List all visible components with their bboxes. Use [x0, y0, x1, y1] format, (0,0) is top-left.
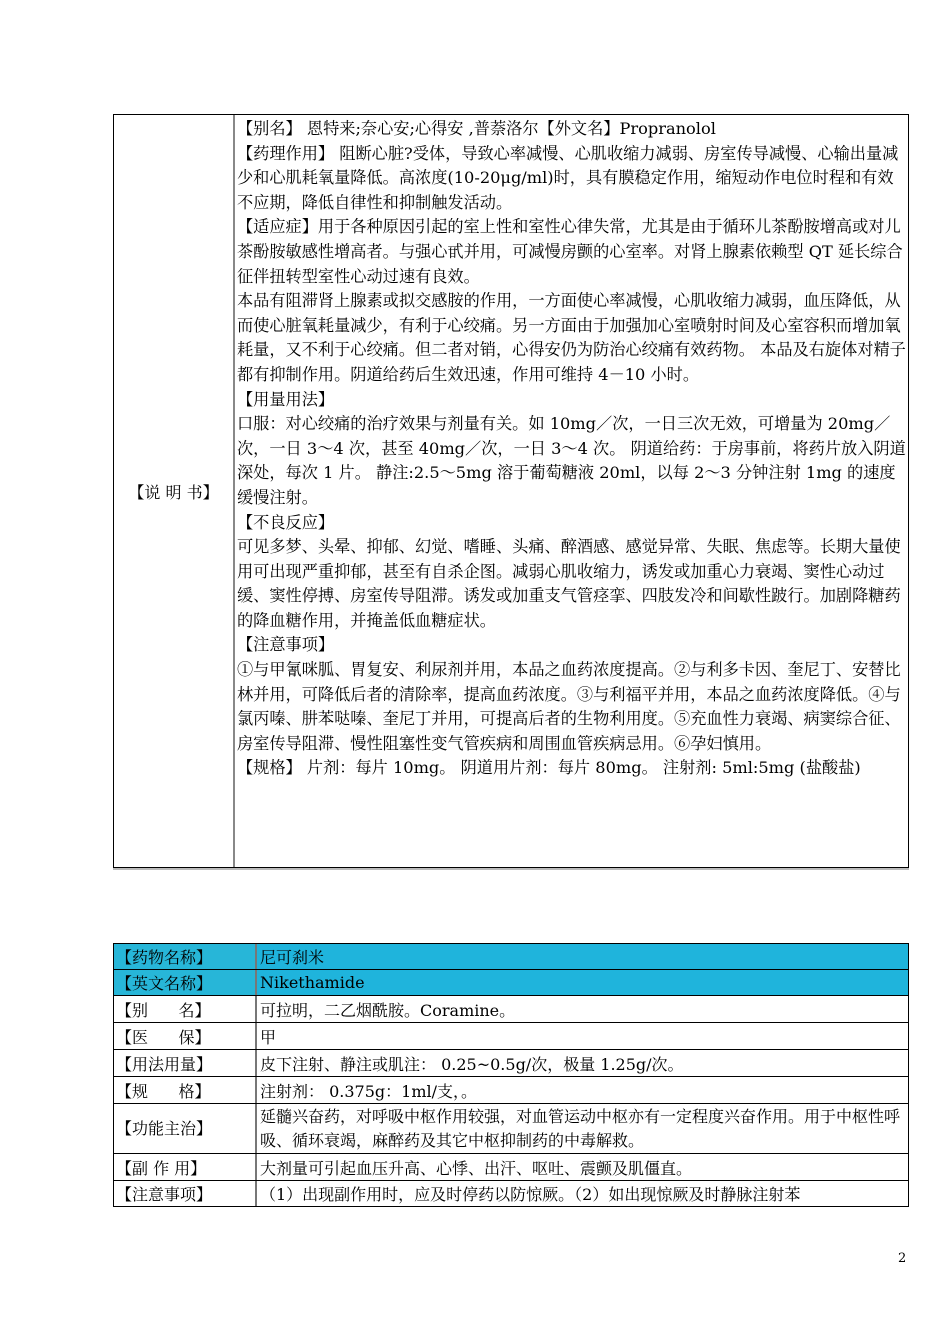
- para-indications: 【适应症】用于各种原因引起的室上性和室性心律失常，尤其是由于循环儿茶酚胺增高或对儿茶酚胺敏感性增高者。与强心甙并用，可减慢房颤的心室率。对肾上腺素依赖型 QT 延长综合征伴扭转型室性心动过速有良效。: [237, 217, 903, 286]
- para-precautions: ①与甲氰咪胍、胃复安、利尿剂并用，本品之血药浓度提高。②与利多卡因、奎尼丁、安替比林并用，可降低后者的清除率，提高血药浓度。③与利福平并用，本品之血药浓度降低。④与氯丙嗪、肼苯哒嗪、奎尼丁并用，可提高后者的生物利用度。⑤充血性力衰竭、病窦综合征、房室传导阻滞、慢性阻塞性变气管疾病和周围血管疾病忌用。⑥孕妇慎用。: [237, 660, 901, 753]
- row-key: 【注意事项】: [114, 1181, 257, 1206]
- row-key: 【功能主治】: [114, 1104, 257, 1153]
- row-key: 【副 作 用】: [114, 1154, 257, 1180]
- table-row: [114, 1154, 908, 1181]
- table-row: [114, 944, 908, 970]
- row-value: （1）出现副作用时，应及时停药以防惊厥。（2）如出现惊厥及时静脉注射苯: [260, 1185, 801, 1204]
- drug-table: [113, 943, 909, 1207]
- table-row: [114, 1181, 908, 1206]
- row-key: 【英文名称】: [114, 970, 257, 995]
- row-key: 【用法用量】: [114, 1050, 257, 1076]
- row-value: 甲: [260, 1027, 277, 1047]
- row-key: 【医 保】: [114, 1023, 257, 1049]
- instructions-label: 【说 明 书】: [114, 115, 235, 867]
- para-pharmacology: 【药理作用】 阻断心脏?受体，导致心率减慢、心肌收缩力减弱、房室传导减慢、心输出量减少和心肌耗氧量降低。高浓度(10-20μg/ml)时，具有膜稳定作用，缩短动作电位时程和有效不应期，降低自律性和抑制触发活动。: [237, 143, 899, 212]
- row-key: 【药物名称】: [114, 944, 257, 969]
- page-number: 2: [898, 1251, 907, 1266]
- para-dosage: 口服：对心绞痛的治疗效果与剂量有关。如 10mg／次，一日三次无效，可增量为 20mg／次，一日 3～4 次，甚至 40mg／次，一日 3～4 次。 阴道给药：于房事前，将药片放入阴道深处，每次 1 片。 静注:2.5～5mg 溶于葡萄糖液 20ml，以每 2～3 分钟注射 1mg 的速度缓慢注射。: [237, 414, 906, 507]
- row-value: 可拉明，二乙烟酰胺。Coramine。: [260, 1000, 516, 1020]
- table-row: [114, 996, 908, 1023]
- para-adverse: 可见多梦、头晕、抑郁、幻觉、嗜睡、头痛、醉酒感、感觉异常、失眠、焦虑等。长期大量使用可出现严重抑郁，甚至有自杀企图。减弱心肌收缩力，诱发或加重心力衰竭、窦性心动过缓、窦性停搏、房室传导阻滞。诱发或加重支气管痉挛、四肢发冷和间歇性跛行。加剧降糖药的降血糖作用，并掩盖低血糖症状。: [237, 537, 901, 630]
- row-value: 延髓兴奋药，对呼吸中枢作用较强，对血管运动中枢亦有一定程度兴奋作用。用于中枢性呼吸、循环衰竭，麻醉药及其它中枢抑制药的中毒解救。: [260, 1106, 901, 1150]
- para-mechanism: 本品有阻滞肾上腺素或拟交感胺的作用，一方面使心率减慢，心肌收缩力减弱，血压降低，从而使心脏氧耗量减少，有利于心绞痛。另一方面由于加强加心室喷射时间及心室容积而增加氧耗量，又不利于心绞痛。但二者对销，心得安仍为防治心绞痛有效药物。 本品及右旋体对精子都有抑制作用。阴道给药后生效迅速，作用可维持 4－10 小时。: [237, 291, 906, 384]
- row-value: 皮下注射、静注或肌注： 0.25~0.5g/次，极量 1.25g/次。: [260, 1054, 684, 1074]
- row-key: 【规 格】: [114, 1077, 257, 1103]
- row-value: 注射剂： 0.375g：1ml/支，。: [260, 1081, 477, 1101]
- para-specification: 【规格】 片剂：每片 10mg。 阴道用片剂：每片 80mg。 注射剂: 5ml:5mg (盐酸盐): [237, 758, 861, 778]
- row-value: Nikethamide: [257, 970, 908, 995]
- row-value: 尼可刹米: [257, 944, 908, 969]
- instructions-table: [113, 114, 909, 868]
- instructions-body: [235, 115, 908, 867]
- para-alias: 【别名】 恩特来;奈心安;心得安 ,普萘洛尔【外文名】Propranolol: [237, 119, 716, 138]
- table-row: [114, 1077, 908, 1104]
- para-precautions-heading: 【注意事项】: [237, 635, 335, 655]
- table-row: [114, 1050, 908, 1077]
- table-row: [114, 1023, 908, 1050]
- row-key: 【别 名】: [114, 996, 257, 1022]
- row-value: 大剂量可引起血压升高、心悸、出汗、呕吐、震颤及肌僵直。: [260, 1158, 693, 1178]
- table-row: [114, 1104, 908, 1154]
- table-row: [114, 970, 908, 996]
- para-dosage-heading: 【用量用法】: [237, 389, 335, 409]
- para-adverse-heading: 【不良反应】: [237, 512, 335, 532]
